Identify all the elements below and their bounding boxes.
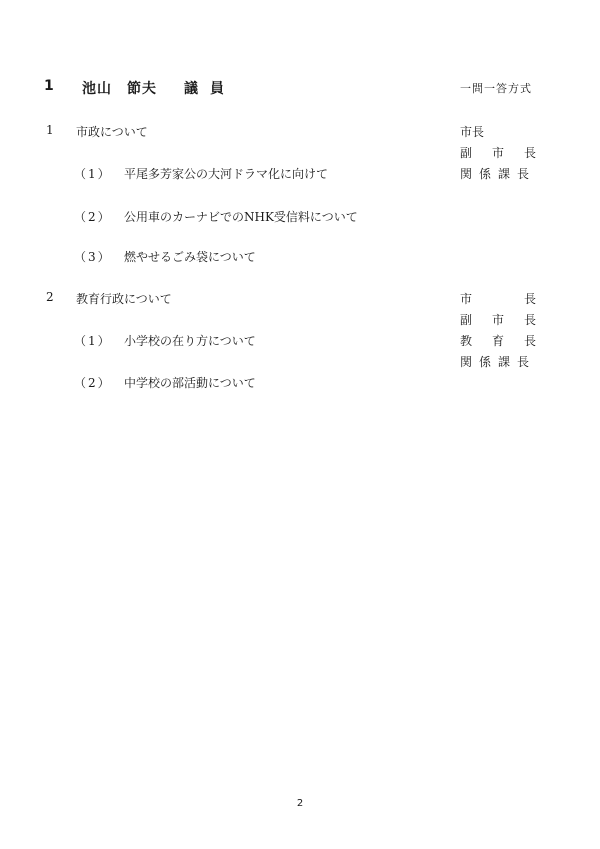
respondent-label: 市長 xyxy=(460,125,485,139)
respondent xyxy=(460,290,589,307)
question-format: 一問一答方式 xyxy=(460,82,532,95)
respondent xyxy=(460,311,557,328)
respondent xyxy=(460,123,536,140)
respondent xyxy=(460,144,557,161)
subitem-number: （2） xyxy=(74,210,112,224)
respondent-label: 市長 xyxy=(460,292,589,306)
respondent-label: 関係課長 xyxy=(460,167,537,181)
subitem-number: （1） xyxy=(74,334,112,348)
subitem-text: 中学校の部活動について xyxy=(124,376,256,390)
respondent xyxy=(460,332,557,349)
topic-title: 教育行政について xyxy=(76,292,172,306)
subitem-text: 平尾多芳家公の大河ドラマ化に向けて xyxy=(124,167,329,181)
page-number: 2 xyxy=(296,798,304,809)
respondent-label: 副市長 xyxy=(460,313,557,327)
member-title: 議員 xyxy=(184,81,236,97)
member-number: 1 xyxy=(44,78,54,94)
respondent-label: 副市長 xyxy=(460,146,557,160)
subitem-text: 小学校の在り方について xyxy=(124,334,256,348)
respondent xyxy=(460,353,536,370)
topic-number: 1 xyxy=(46,123,54,137)
topic-number: 2 xyxy=(46,290,54,304)
respondent-label: 教育長 xyxy=(460,334,557,348)
subitem-number: （1） xyxy=(74,167,112,181)
subitem-number: （2） xyxy=(74,376,112,390)
subitem-text: 燃やせるごみ袋について xyxy=(124,250,256,264)
topic-title: 市政について xyxy=(76,125,148,139)
respondent-label: 関係課長 xyxy=(460,355,537,369)
respondent xyxy=(460,165,536,182)
subitem-text: 公用車のカーナビでのNHK受信料について xyxy=(124,210,358,224)
subitem-number: （3） xyxy=(74,250,112,264)
member-name: 池山 節夫 xyxy=(82,81,157,97)
